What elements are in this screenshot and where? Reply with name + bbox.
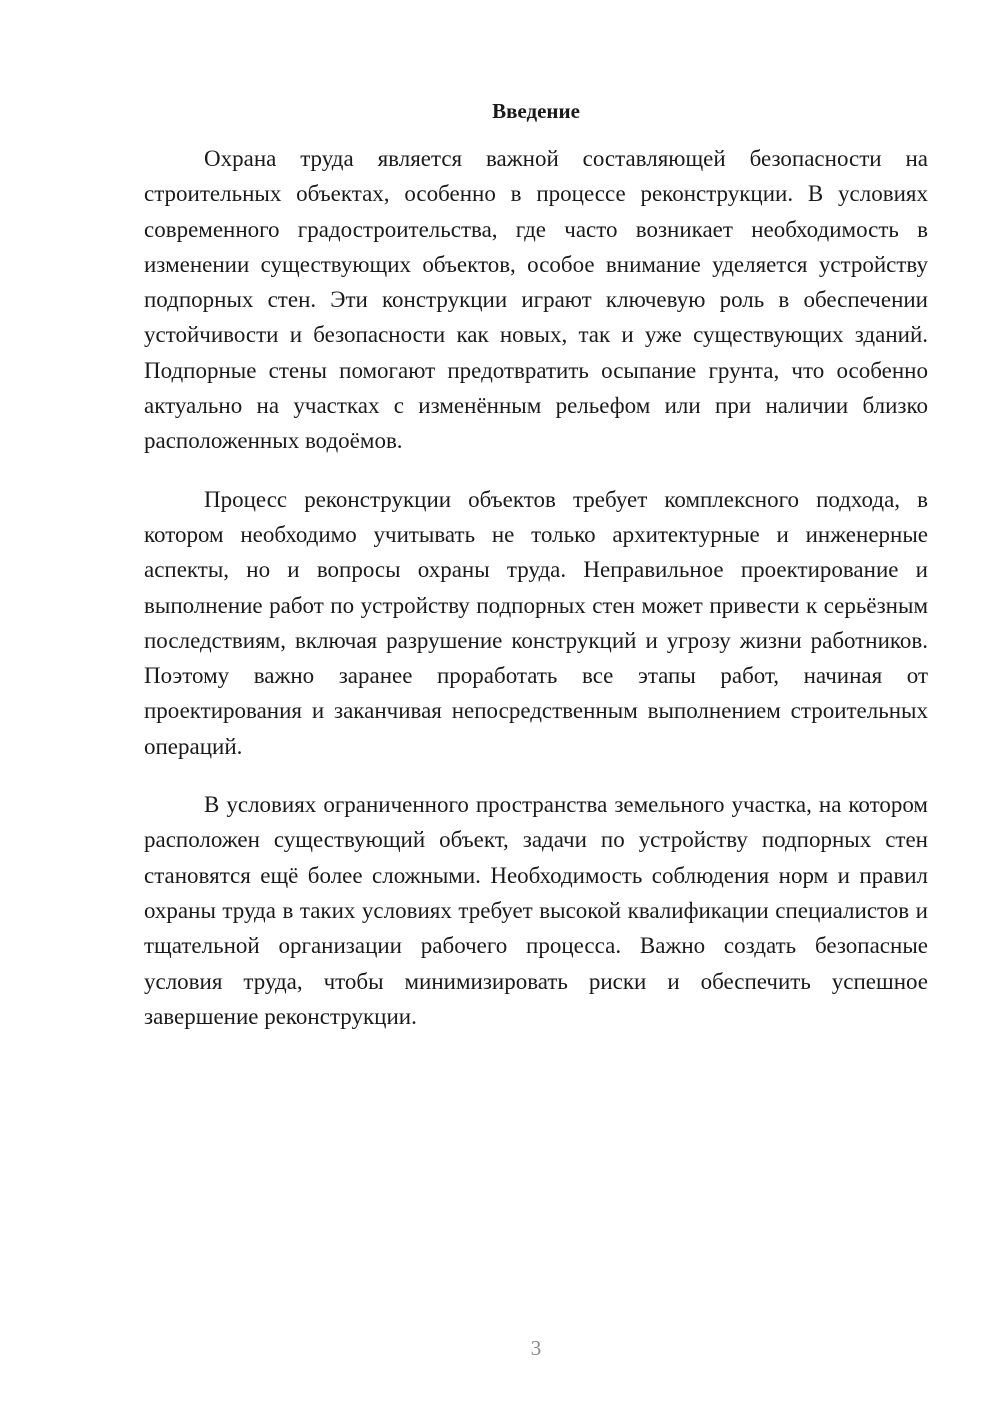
body-text bbox=[144, 141, 928, 1057]
page-number: 3 bbox=[530, 1336, 542, 1360]
section-heading: Введение bbox=[492, 99, 580, 123]
paragraph-1: Охрана труда является важной составляющей безопасности на строительных объектах, особенно в процессе реконструкции. В условиях современного градостроительства, где часто возникает необходимость в изменении существующих объектов, особое внимание уделяется устройству подпорных стен. Эти конструкции играют ключевую роль в обеспечении устойчивости и безопасности как новых, так и уже существующих зданий. Подпорные стены помогают предотвратить осыпание грунта, что особенно актуально на участках с изменённым рельефом или при наличии близко расположенных водоёмов. bbox=[144, 146, 928, 454]
paragraph-2: Процесс реконструкции объектов требует комплексного подхода, в котором необходимо учитывать не только архитектурные и инженерные аспекты, но и вопросы охраны труда. Неправильное проектирование и выполнение работ по устройству подпорных стен может привести к серьёзным последствиям, включая разрушение конструкций и угрозу жизни работников. Поэтому важно заранее проработать все этапы работ, начиная от проектирования и заканчивая непосредственным выполнением строительных операций. bbox=[144, 486, 928, 759]
paragraph-3: В условиях ограниченного пространства земельного участка, на котором расположен существующий объект, задачи по устройству подпорных стен становятся ещё более сложными. Необходимость соблюдения норм и правил охраны труда в таких условиях требует высокой квалификации специалистов и тщательной организации рабочего процесса. Важно создать безопасные условия труда, чтобы минимизировать риски и обеспечить успешное завершение реконструкции. bbox=[144, 792, 928, 1029]
